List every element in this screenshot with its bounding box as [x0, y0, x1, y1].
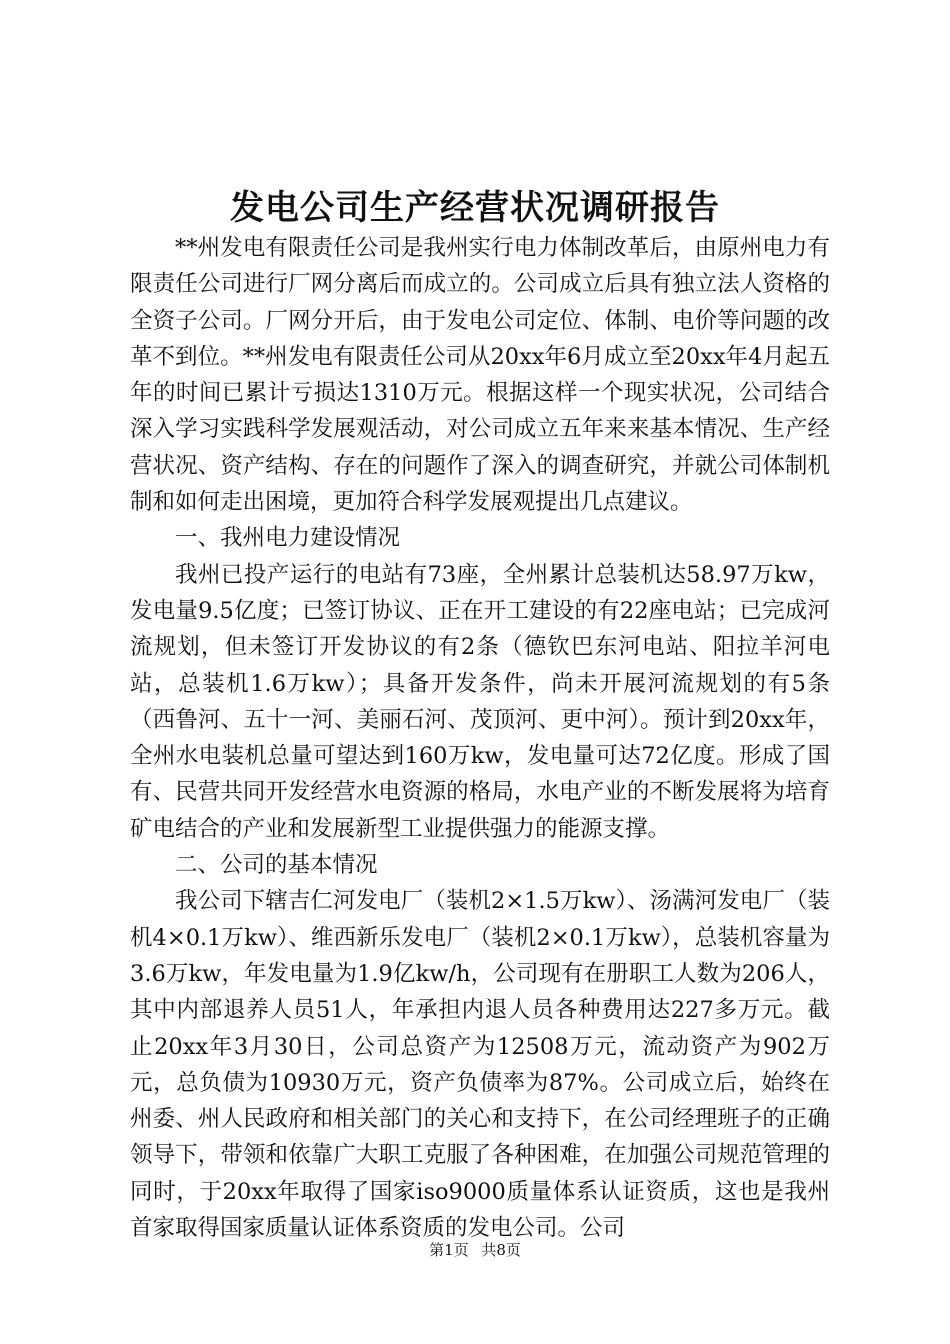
paragraph-power-construction: 我州已投产运行的电站有73座，全州累计总装机达58.97万kw，发电量9.5亿度；已签订协议、正在开工建设的有22座电站；已完成河流规划，但未签订开发协议的有2条（德钦巴东河电站、阳拉羊河电站，总装机1.6万kw）；具备开发条件，尚未开展河流规划的有5条（西鲁河、五十一河、美丽石河、茂顶河、更中河）。预计到20xx年，全州水电装机总量可望达到160万kw，发电量可达72亿度。形成了国有、民营共同开发经营水电资源的格局，水电产业的不断发展将为培育矿电结合的产业和发展新型工业提供强力的能源支撑。	[130, 561, 830, 842]
section-heading-2: 二、公司的基本情况	[175, 852, 378, 879]
page-total: 共8页	[481, 1241, 521, 1259]
document-title: 发电公司生产经营状况调研报告	[230, 188, 720, 228]
page-footer	[0, 1240, 950, 1260]
section-heading-1: 一、我州电力建设情况	[175, 525, 401, 552]
paragraph-company-basics: 我公司下辖吉仁河发电厂（装机2×1.5万kw）、汤满河发电厂（装机4×0.1万kw）、维西新乐发电厂（装机2×0.1万kw），总装机容量为3.6万kw，年发电量为1.9亿kw/h，公司现有在册职工人数为206人，其中内部退养人员51人，年承担内退人员各种费用达227多万元。截止20xx年3月30日，公司总资产为12508万元，流动资产为902万元，总负债为10930万元，资产负债率为87%。公司成立后，始终在州委、州人民政府和相关部门的关心和支持下，在公司经理班子的正确领导下，带领和依靠广大职工克服了各种困难，在加强公司规范管理的同时，于20xx年取得了国家iso9000质量体系认证资质，这也是我州首家取得国家质量认证体系资质的发电公司。公司	[130, 888, 830, 1242]
page-number: 第1页	[429, 1241, 469, 1259]
paragraph-intro: **州发电有限责任公司是我州实行电力体制改革后，由原州电力有限责任公司进行厂网分离后而成立的。公司成立后具有独立法人资格的全资子公司。厂网分开后，由于发电公司定位、体制、电价等问题的改革不到位。**州发电有限责任公司从20xx年6月成立至20xx年4月起五年的时间已累计亏损达1310万元。根据这样一个现实状况，公司结合深入学习实践科学发展观活动，对公司成立五年来来基本情况、生产经营状况、资产结构、存在的问题作了深入的调查研究，并就公司体制机制和如何走出困境，更加符合科学发展观提出几点建议。	[130, 235, 830, 516]
document-body	[130, 230, 830, 1246]
